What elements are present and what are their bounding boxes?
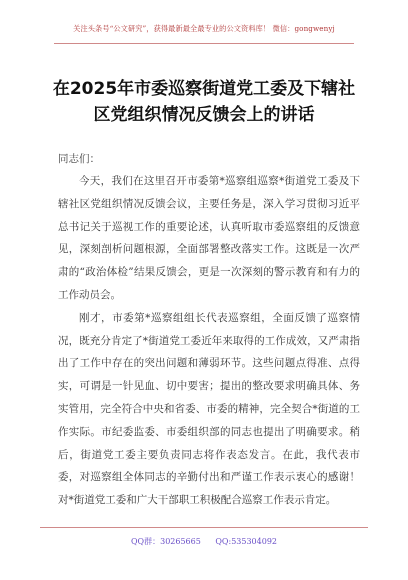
body-paragraph-2: 刚才，市委第*巡察组组长代表巡察组，全面反馈了巡察情况，既充分肯定了*街道党工委近年来取得的工作成效，又严肃指出了工作中存在的突出问题和薄弱环节。这些问题点得准、点得实，可谓是一针见血、切中要害；提出的整改要求明确具体、务实管用，完全符合中央和省委、市委的精神，完全契合*街道的工作实际。市纪委监委、市委组织部的同志也提出了明确要求。稍后，街道党工委主要负责同志将作表态发言。在此，我代表市委，对巡察组全体同志的辛勤付出和严谨工作表示衷心的感谢！对*街道党工委和广大干部职工积极配合巡察工作表示肯定。 <box>58 311 360 507</box>
title-line-2: 区党组织情况反馈会上的讲话 <box>93 105 315 125</box>
salutation: 同志们： <box>58 153 100 165</box>
body-paragraph-1: 今天，我们在这里召开市委第*巡察组巡察*街道党工委及下辖社区党组织情况反馈会议，主要任务是，深入学习贯彻习近平总书记关于巡视工作的重要论述，认真听取市委巡察组的反馈意见，深刻剖析问题根源，全面部署整改落实工作。这既是一次严肃的“政治体检”结果反馈会，更是一次深刻的警示教育和有力的工作动员会。 <box>58 175 360 301</box>
footer-qq-group: QQ群：30265665 <box>130 537 201 546</box>
header-promo-note: 关注头条号“公文研究”，获得最新最全最专业的公文资料库！ 微信：gongwenyj <box>73 24 335 33</box>
footer-qq: QQ:535304092 <box>215 537 277 546</box>
header-divider <box>54 43 354 44</box>
footer-contact <box>0 536 408 547</box>
title-line-1: 在2025年市委巡察街道党工委及下辖社 <box>52 79 356 99</box>
document-body <box>58 148 360 512</box>
footer-divider <box>40 527 368 528</box>
document-title <box>30 76 378 128</box>
